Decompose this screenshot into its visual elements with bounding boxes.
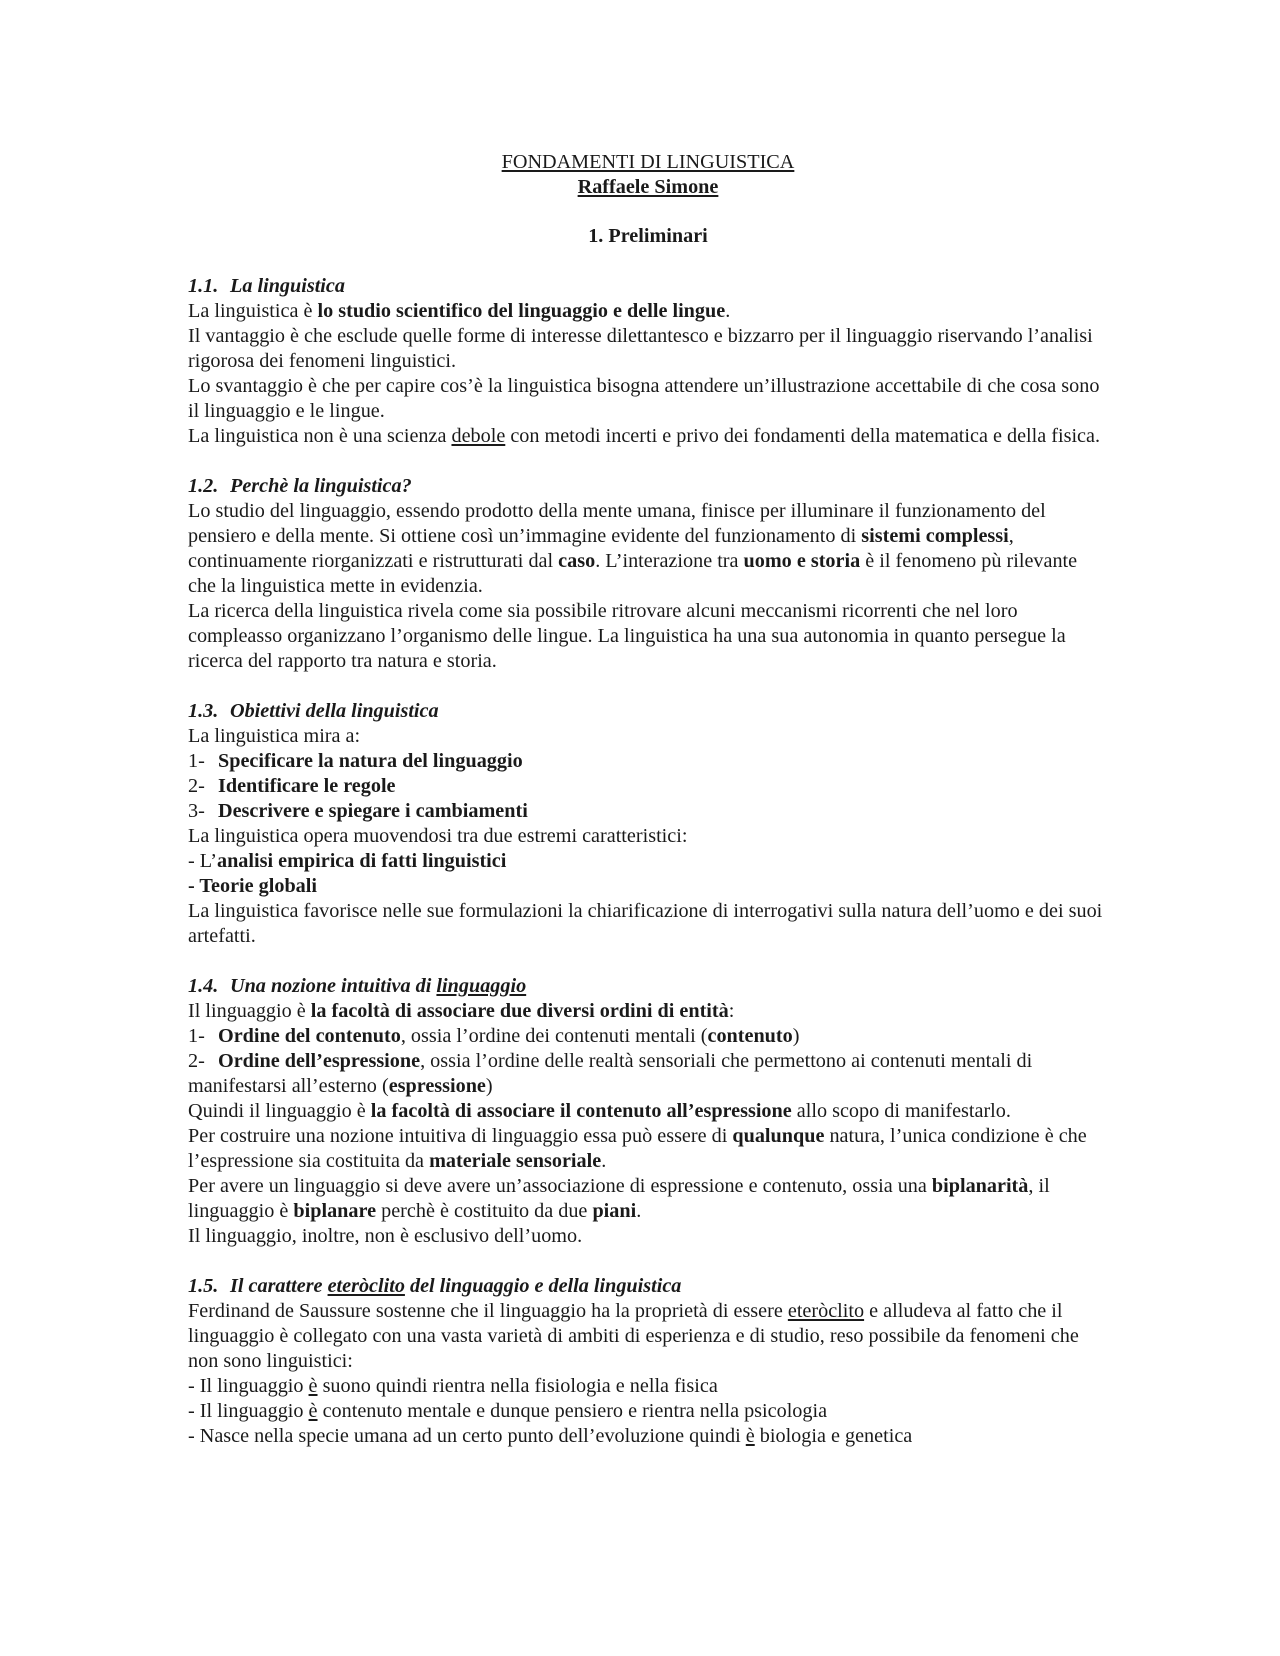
text-run: , ossia l’ordine delle realtà sensoriali che permettono ai contenuti mentali di manifestarsi all’esterno ( (188, 1050, 1033, 1097)
text-run: La linguistica è (188, 300, 318, 322)
text-run: biologia e genetica (754, 1425, 913, 1447)
bold-text: biplanarità (931, 1175, 1029, 1197)
list-item (188, 1049, 1108, 1099)
dash-item (188, 1374, 1108, 1399)
list-item (188, 749, 1108, 774)
text-run: - Nasce nella specie umana ad un certo punto dell’evoluzione quindi (188, 1425, 746, 1447)
section-1-5 (188, 1274, 1108, 1449)
section-number: 1.1. (188, 275, 219, 297)
text-run: Il linguaggio è (188, 1000, 311, 1022)
bold-text: qualunque (732, 1125, 825, 1147)
list-item (188, 799, 1108, 824)
text-run: ) (485, 1075, 493, 1097)
section-title-text: Una nozione intuitiva di (230, 975, 437, 997)
section-title-underlined: eteròclito (327, 1275, 405, 1297)
bold-text: Ordine del contenuto (218, 1025, 401, 1047)
section-title (188, 1274, 1108, 1299)
list-number: 3- (188, 800, 205, 822)
bold-text: espressione (388, 1075, 486, 1097)
paragraph (188, 1299, 1108, 1374)
list-text: Specificare la natura del linguaggio (218, 750, 523, 772)
dash-item (188, 1424, 1108, 1449)
underlined-text: è (308, 1400, 318, 1422)
section-title-underlined: linguaggio (436, 975, 527, 997)
text-run: : (728, 1000, 735, 1022)
text-run: . (636, 1200, 642, 1222)
list-item (188, 774, 1108, 799)
bold-text: uomo (743, 550, 792, 572)
section-title-text: Obiettivi della linguistica (230, 700, 439, 722)
bold-text: la facoltà di associare due diversi ordini di entità (310, 1000, 729, 1022)
document-author: Raffaele Simone (577, 176, 719, 198)
text-run: , ossia l’ordine dei contenuti mentali ( (400, 1025, 708, 1047)
bold-text: la facoltà di associare il contenuto all’espressione (370, 1100, 792, 1122)
dash-item: - Teorie globali (188, 875, 317, 897)
text-run: Per avere un linguaggio si deve avere un’associazione di espressione e contenuto, ossia una (188, 1175, 932, 1197)
section-title-text: La linguistica (230, 275, 345, 297)
paragraph: Lo svantaggio è che per capire cos’è la linguistica bisogna attendere un’illustrazione accettabile di che cosa sono il linguaggio e le lingue. (188, 375, 1100, 422)
paragraph (188, 999, 1108, 1024)
bold-text: piani (592, 1200, 637, 1222)
section-1-2 (188, 474, 1108, 674)
section-title-text: del linguaggio e della linguistica (404, 1275, 682, 1297)
section-number: 1.5. (188, 1275, 219, 1297)
paragraph: Il vantaggio è che esclude quelle forme di interesse dilettantesco e bizzarro per il linguaggio riservando l’analisi rigorosa dei fenomeni linguistici. (188, 325, 1093, 372)
text-run: , il linguaggio è (188, 1175, 1050, 1222)
paragraph (188, 424, 1108, 449)
section-1-1 (188, 274, 1108, 449)
text-run: contenuto mentale e dunque pensiero e rientra nella psicologia (317, 1400, 828, 1422)
underlined-text: debole (451, 425, 506, 447)
paragraph (188, 299, 1108, 324)
text-run: Ferdinand de Saussure sostenne che il linguaggio ha la proprietà di essere (188, 1300, 788, 1322)
chapter-heading: 1. Preliminari (588, 225, 708, 247)
section-title (188, 974, 1108, 999)
text-run: - Il linguaggio (188, 1375, 309, 1397)
paragraph: La ricerca della linguistica rivela come sia possibile ritrovare alcuni meccanismi ricorrenti che nel loro compleasso organizzano l’organismo delle lingue. La linguistica ha una sua autonomia in quanto persegue la ricerca del rapporto tra natura e storia. (188, 600, 1066, 672)
text-run: - Il linguaggio (188, 1400, 309, 1422)
document-header (188, 150, 1108, 249)
text-run: è il fenomeno pù rilevante che la linguistica mette in evidenzia. (188, 550, 1078, 597)
bold-text: sistemi complessi (861, 525, 1009, 547)
section-title-text: Il carattere (230, 1275, 328, 1297)
paragraph: La linguistica favorisce nelle sue formulazioni la chiarificazione di interrogativi sulla natura dell’uomo e dei suoi artefatti. (188, 900, 1103, 947)
list-number: 1- (188, 750, 205, 772)
section-title-text: Perchè la linguistica? (230, 475, 412, 497)
bold-text: lo studio scientifico del linguaggio e delle lingue (317, 300, 726, 322)
paragraph (188, 1174, 1108, 1224)
list-number: 2- (188, 1050, 205, 1072)
bold-text: e (791, 550, 811, 572)
text-run: e alludeva al fatto che il linguaggio è collegato con una vasta varietà di ambiti di esperienza e di studio, reso possibile da fenomeni che non sono linguistici: (188, 1300, 1079, 1372)
paragraph: La linguistica mira a: (188, 725, 361, 747)
text-run: , continuamente riorganizzati e ristrutturati dal (188, 525, 1014, 572)
text-run: . (601, 1150, 607, 1172)
list-text: Descrivere e spiegare i cambiamenti (218, 800, 528, 822)
text-run: Per costruire una nozione intuitiva di linguaggio essa può essere di (188, 1125, 733, 1147)
paragraph: Il linguaggio, inoltre, non è esclusivo dell’uomo. (188, 1225, 583, 1247)
paragraph (188, 1099, 1108, 1124)
section-number: 1.3. (188, 700, 219, 722)
list-text: Identificare le regole (218, 775, 396, 797)
section-title (188, 274, 1108, 299)
text-run: Quindi il linguaggio è (188, 1100, 371, 1122)
text-run: ) (792, 1025, 800, 1047)
section-title (188, 699, 1108, 724)
underlined-text: è (308, 1375, 318, 1397)
text-run: - L’ (188, 850, 217, 872)
section-1-4 (188, 974, 1108, 1249)
bold-text: storia (810, 550, 861, 572)
bold-text: analisi empirica di fatti linguistici (216, 850, 507, 872)
text-run: Lo studio del linguaggio, essendo prodotto della mente umana, finisce per illuminare il funzionamento del pensiero e della mente. Si ottiene così un’immagine evidente del funzionamento di (188, 500, 1046, 547)
text-run: con metodi incerti e privo dei fondamenti della matematica e della fisica. (505, 425, 1101, 447)
bold-text: Ordine dell’espressione (218, 1050, 421, 1072)
underlined-text: eteròclito (787, 1300, 865, 1322)
bold-text: caso (558, 550, 596, 572)
text-run: . (725, 300, 731, 322)
list-item (188, 1024, 1108, 1049)
dash-item (188, 849, 1108, 874)
underlined-text: è (745, 1425, 755, 1447)
list-number: 2- (188, 775, 205, 797)
bold-text: materiale sensoriale (429, 1150, 602, 1172)
document-body (188, 150, 1108, 1449)
section-title (188, 474, 1108, 499)
text-run: perchè è costituito da due (376, 1200, 593, 1222)
paragraph (188, 499, 1108, 599)
text-run: . L’interazione tra (595, 550, 744, 572)
section-number: 1.4. (188, 975, 219, 997)
text-run: allo scopo di manifestarlo. (791, 1100, 1011, 1122)
section-1-3 (188, 699, 1108, 949)
section-number: 1.2. (188, 475, 219, 497)
text-run: suono quindi rientra nella fisiologia e nella fisica (317, 1375, 718, 1397)
bold-text: contenuto (707, 1025, 793, 1047)
dash-item (188, 1399, 1108, 1424)
text-run: La linguistica non è una scienza (188, 425, 452, 447)
text-run: natura, l’unica condizione è che l’espressione sia costituita da (188, 1125, 1087, 1172)
document-title: FONDAMENTI DI LINGUISTICA (501, 151, 795, 173)
paragraph (188, 1124, 1108, 1174)
list-number: 1- (188, 1025, 205, 1047)
bold-text: biplanare (293, 1200, 377, 1222)
paragraph: La linguistica opera muovendosi tra due estremi caratteristici: (188, 825, 688, 847)
